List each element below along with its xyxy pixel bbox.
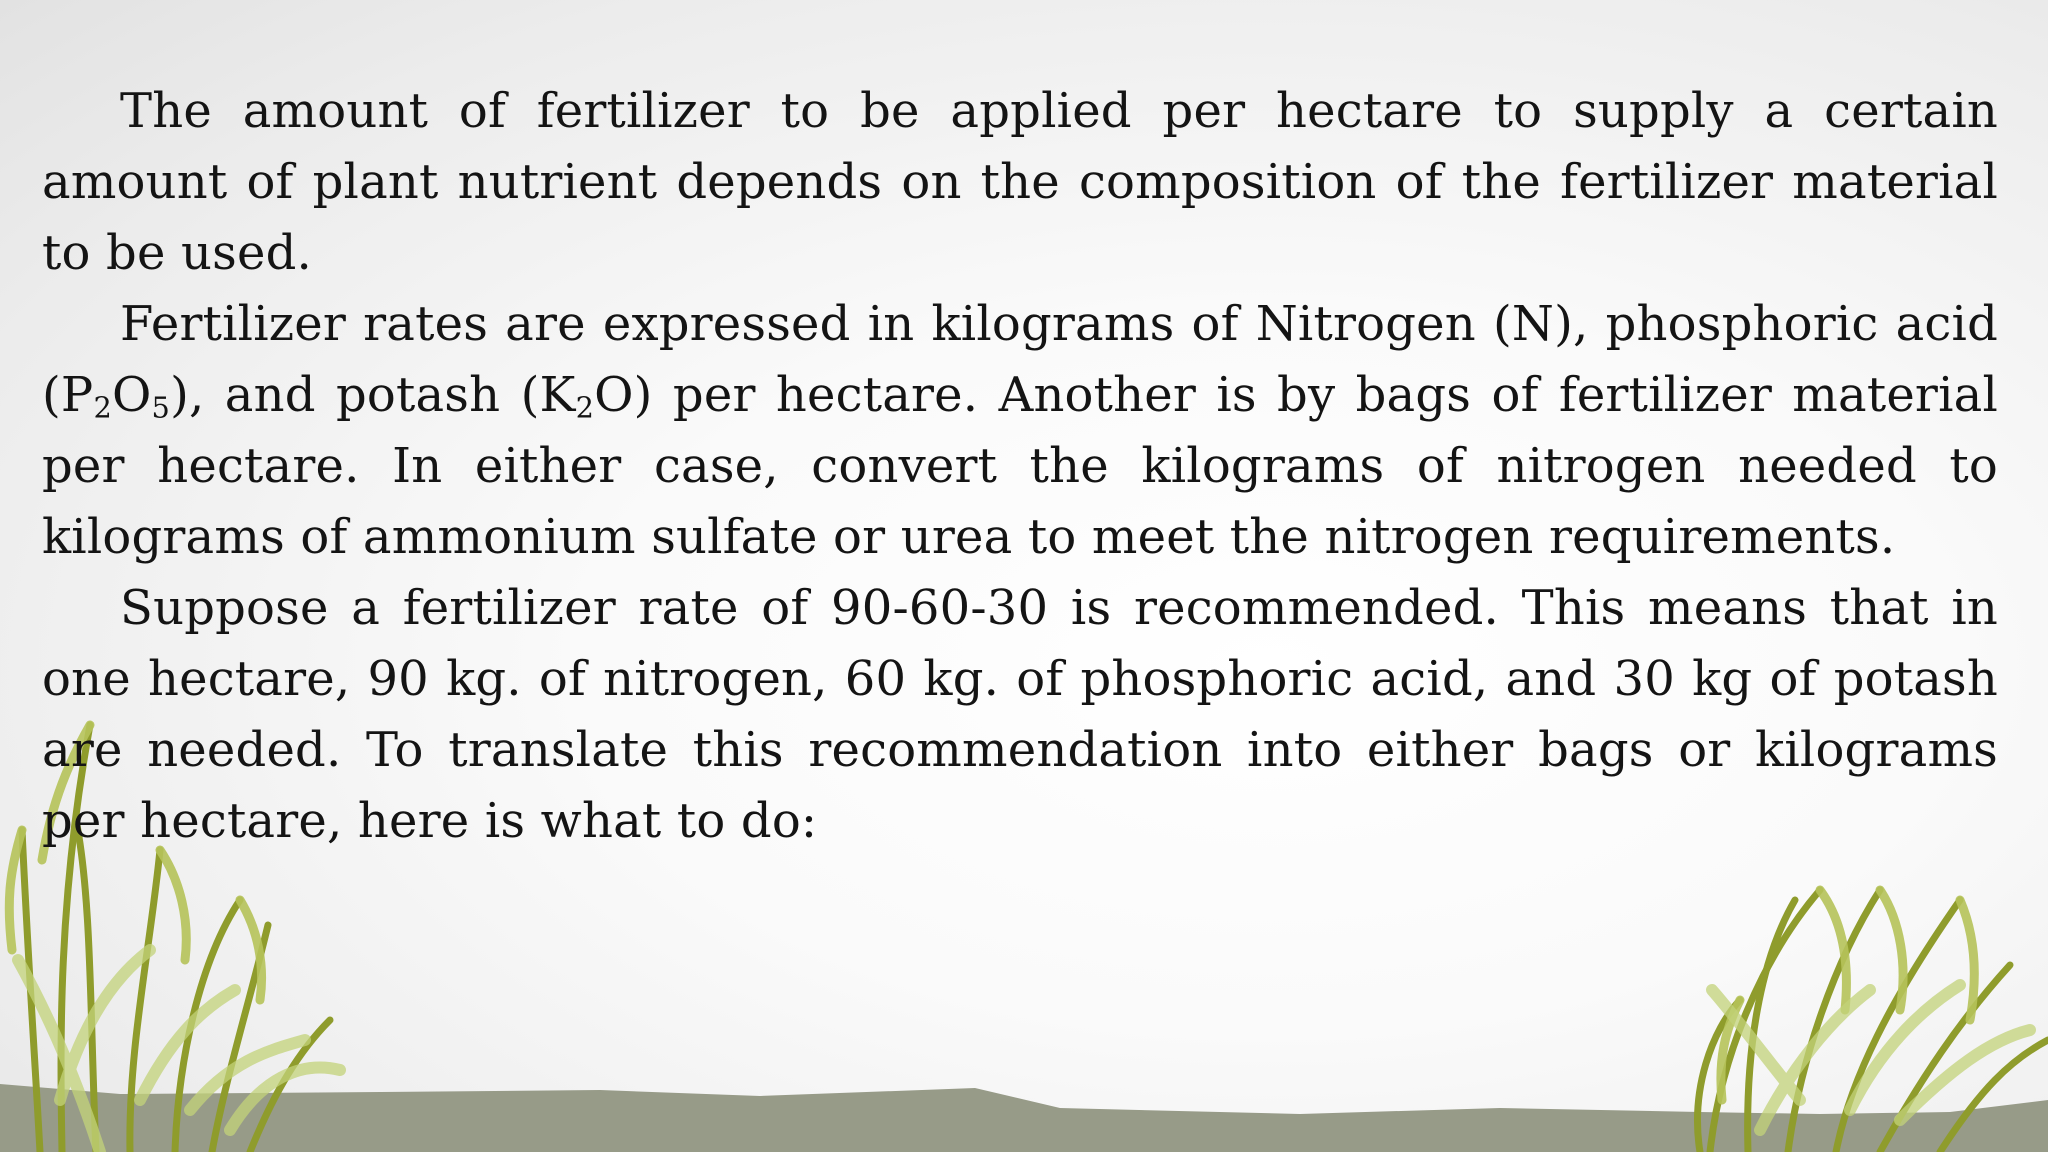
paragraph-fertilizer-rates: Fertilizer rates are expressed in kilograms of Nitrogen (N), phosphoric acid $(P_2O_5)$, and potash $(K_2O)$ per hectare. Another is by bags of fertilizer material per hectare. In either case, convert the kilograms of nitrogen needed to kilograms of ammonium sulfate or urea to meet the nitrogen requirements. xyxy=(42,296,1998,565)
slide-body xyxy=(42,76,1998,857)
ground-hill xyxy=(0,1084,2048,1152)
paragraph-fertilizer-amount: The amount of fertilizer to be applied per hectare to supply a certain amount of plant nutrient depends on the composition of the fertilizer material to be used. xyxy=(42,83,1998,281)
paragraph-rate-example: Suppose a fertilizer rate of 90-60-30 is recommended. This means that in one hectare, 90 kg. of nitrogen, 60 kg. of phosphoric acid, and 30 kg of potash are needed. To translate this recommendation into either bags or kilograms per hectare, here is what to do: xyxy=(42,580,1998,849)
